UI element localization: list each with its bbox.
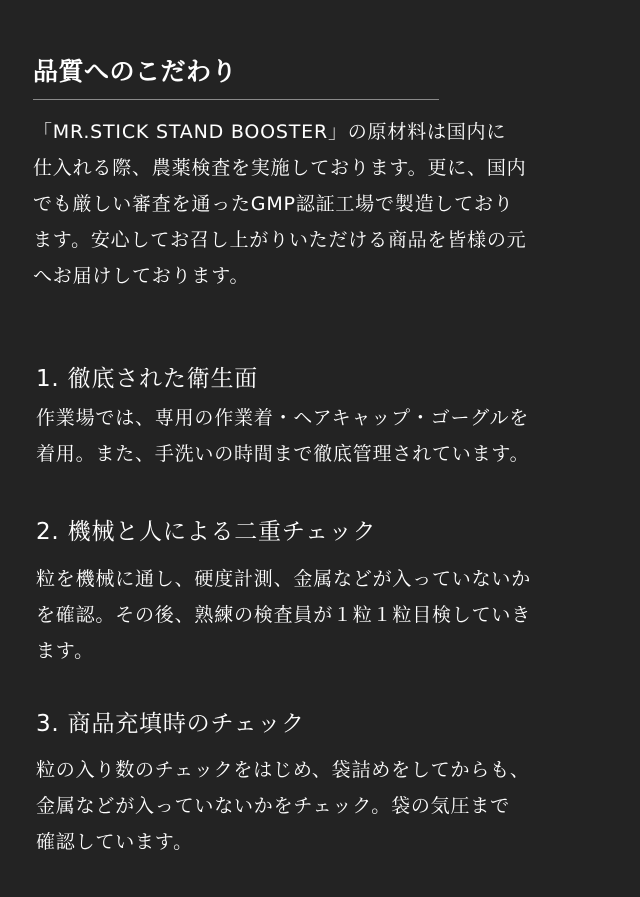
section-line: を確認。その後、熟練の検査員が１粒１粒目検していき	[36, 604, 532, 626]
intro-line: 「MR.STICK STAND BOOSTER」の原材料は国内に	[33, 121, 507, 143]
title-divider	[33, 99, 439, 100]
section-body-filling-check	[36, 752, 616, 860]
section-body-hygiene	[36, 400, 616, 472]
intro-paragraph	[33, 114, 613, 294]
intro-line: ます。安心してお召し上がりいただける商品を皆様の元	[33, 229, 527, 251]
section-line: 作業場では、専用の作業着・ヘアキャップ・ゴーグルを	[36, 407, 530, 429]
section-heading-filling-check: 3. 商品充填時のチェック	[36, 711, 305, 737]
intro-line: へお届けしております。	[33, 265, 250, 287]
page-title: 品質へのこだわり	[33, 57, 238, 86]
section-line: 着用。また、手洗いの時間まで徹底管理されています。	[36, 443, 530, 465]
section-line: ます。	[36, 640, 94, 662]
section-heading-hygiene: 1. 徹底された衛生面	[36, 366, 259, 392]
section-line: 金属などが入っていないかをチェック。袋の気圧まで	[36, 795, 510, 817]
section-heading-double-check: 2. 機械と人による二重チェック	[36, 519, 377, 545]
section-line: 確認しています。	[36, 831, 193, 853]
section-body-double-check	[36, 561, 616, 669]
section-line: 粒を機械に通し、硬度計測、金属などが入っていないか	[36, 568, 532, 590]
section-line: 粒の入り数のチェックをはじめ、袋詰めをしてからも、	[36, 759, 530, 781]
intro-line: 仕入れる際、農薬検査を実施しております。更に、国内	[33, 157, 527, 179]
intro-line: でも厳しい審査を通ったGMP認証工場で製造しており	[33, 193, 514, 215]
